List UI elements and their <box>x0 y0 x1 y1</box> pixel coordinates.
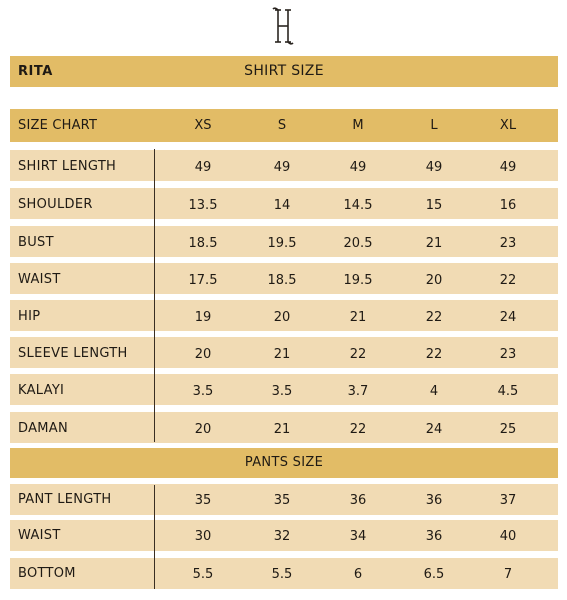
size-row <box>10 558 558 589</box>
ornate-h-monogram-icon <box>272 6 294 46</box>
measurement-value: 21 <box>425 236 443 251</box>
measurement-value: 19 <box>194 310 212 325</box>
measurement-value: 36 <box>425 529 443 544</box>
size-chart-label: SIZE CHART <box>18 118 98 133</box>
measurement-value: 19.5 <box>343 273 373 288</box>
measurement-value: 23 <box>499 236 517 251</box>
measurement-value: 22 <box>499 273 517 288</box>
size-chart-header <box>10 109 558 142</box>
measurement-value: 21 <box>273 422 291 437</box>
measurement-value: 32 <box>273 529 291 544</box>
measurement-value: 37 <box>499 493 517 508</box>
measurement-label: KALAYI <box>18 383 65 398</box>
measurement-value: 15 <box>425 198 443 213</box>
measurement-value: 3.5 <box>271 384 293 399</box>
measurement-value: 20 <box>194 347 212 362</box>
measurement-value: 49 <box>499 160 517 175</box>
size-row <box>10 226 558 257</box>
measurement-value: 18.5 <box>267 273 297 288</box>
measurement-label: BUST <box>18 235 54 250</box>
shirt-table-divider <box>154 149 155 442</box>
measurement-value: 25 <box>499 422 517 437</box>
size-row <box>10 484 558 515</box>
measurement-value: 16 <box>499 198 517 213</box>
measurement-value: 22 <box>349 347 367 362</box>
measurement-value: 24 <box>425 422 443 437</box>
title-bar <box>10 56 558 87</box>
measurement-value: 7 <box>503 567 513 582</box>
measurement-value: 30 <box>194 529 212 544</box>
measurement-value: 6.5 <box>423 567 445 582</box>
size-row <box>10 520 558 551</box>
measurement-value: 49 <box>273 160 291 175</box>
measurement-value: 21 <box>349 310 367 325</box>
size-row <box>10 300 558 331</box>
measurement-value: 22 <box>425 347 443 362</box>
size-row <box>10 337 558 368</box>
pants-size-header <box>10 448 558 478</box>
measurement-value: 3.5 <box>192 384 214 399</box>
shirt-size-title: SHIRT SIZE <box>244 63 324 79</box>
size-row <box>10 412 558 443</box>
measurement-label: SLEEVE LENGTH <box>18 346 128 361</box>
measurement-label: WAIST <box>18 528 61 543</box>
size-row <box>10 263 558 294</box>
measurement-label: HIP <box>18 309 41 324</box>
size-row <box>10 150 558 181</box>
measurement-value: 20 <box>273 310 291 325</box>
measurement-label: SHOULDER <box>18 197 93 212</box>
measurement-label: SHIRT LENGTH <box>18 159 117 174</box>
measurement-value: 20.5 <box>343 236 373 251</box>
size-column-l: L <box>430 118 438 133</box>
measurement-value: 36 <box>425 493 443 508</box>
measurement-value: 4 <box>429 384 439 399</box>
measurement-value: 36 <box>349 493 367 508</box>
measurement-value: 18.5 <box>188 236 218 251</box>
measurement-value: 23 <box>499 347 517 362</box>
measurement-value: 40 <box>499 529 517 544</box>
measurement-value: 5.5 <box>192 567 214 582</box>
measurement-label: DAMAN <box>18 421 69 436</box>
measurement-value: 6 <box>353 567 363 582</box>
measurement-label: PANT LENGTH <box>18 492 112 507</box>
measurement-value: 22 <box>425 310 443 325</box>
measurement-value: 21 <box>273 347 291 362</box>
size-column-xl: XL <box>499 118 517 133</box>
pants-size-title: PANTS SIZE <box>244 455 324 470</box>
pants-table-divider <box>154 485 155 589</box>
size-column-xs: XS <box>194 118 212 133</box>
measurement-value: 35 <box>194 493 212 508</box>
measurement-label: BOTTOM <box>18 566 76 581</box>
size-column-s: S <box>277 118 287 133</box>
measurement-value: 20 <box>425 273 443 288</box>
measurement-value: 19.5 <box>267 236 297 251</box>
measurement-value: 17.5 <box>188 273 218 288</box>
size-column-m: M <box>352 118 364 133</box>
measurement-value: 20 <box>194 422 212 437</box>
measurement-value: 49 <box>349 160 367 175</box>
measurement-label: WAIST <box>18 272 61 287</box>
measurement-value: 34 <box>349 529 367 544</box>
brand-name: RITA <box>18 64 53 79</box>
measurement-value: 4.5 <box>497 384 519 399</box>
measurement-value: 24 <box>499 310 517 325</box>
measurement-value: 49 <box>425 160 443 175</box>
measurement-value: 3.7 <box>347 384 369 399</box>
measurement-value: 13.5 <box>188 198 218 213</box>
measurement-value: 14.5 <box>343 198 373 213</box>
size-row <box>10 188 558 219</box>
measurement-value: 5.5 <box>271 567 293 582</box>
measurement-value: 35 <box>273 493 291 508</box>
measurement-value: 14 <box>273 198 291 213</box>
size-row <box>10 374 558 405</box>
measurement-value: 49 <box>194 160 212 175</box>
measurement-value: 22 <box>349 422 367 437</box>
